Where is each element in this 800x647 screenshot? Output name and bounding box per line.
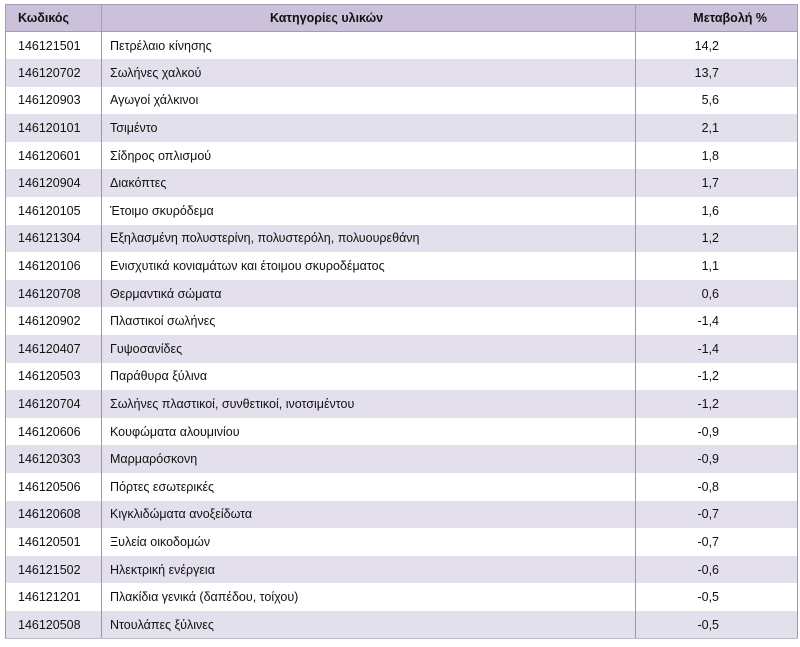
cell-change: 1,7 [636,169,798,197]
table-row [6,611,798,639]
cell-code: 146121304 [6,225,102,253]
cell-change: -0,9 [636,418,798,446]
cell-change: -1,4 [636,307,798,335]
table-row [6,225,798,253]
cell-code: 146120508 [6,611,102,639]
table-row [6,445,798,473]
cell-change: 14,2 [636,32,798,60]
cell-code: 146120601 [6,142,102,170]
table-body [6,32,798,639]
cell-code: 146120903 [6,87,102,115]
cell-change: 13,7 [636,59,798,87]
cell-change: -0,9 [636,445,798,473]
cell-category: Πλαστικοί σωλήνες [102,307,636,335]
table-row [6,390,798,418]
materials-change-table-container [5,4,797,639]
cell-code: 146120303 [6,445,102,473]
cell-category: Σίδηρος οπλισμού [102,142,636,170]
cell-change: -1,2 [636,390,798,418]
table-row [6,32,798,60]
cell-code: 146120106 [6,252,102,280]
cell-category: Αγωγοί χάλκινοι [102,87,636,115]
cell-code: 146121501 [6,32,102,60]
cell-category: Εξηλασμένη πολυστερίνη, πολυστερόλη, πολυουρεθάνη [102,225,636,253]
cell-category: Ηλεκτρική ενέργεια [102,556,636,584]
cell-category: Κουφώματα αλουμινίου [102,418,636,446]
cell-code: 146120506 [6,473,102,501]
table-row [6,307,798,335]
cell-category: Τσιμέντο [102,114,636,142]
cell-code: 146120708 [6,280,102,308]
cell-category: Σωλήνες χαλκού [102,59,636,87]
header-code: Κωδικός [6,5,102,32]
cell-category: Μαρμαρόσκονη [102,445,636,473]
cell-category: Πόρτες εσωτερικές [102,473,636,501]
table-row [6,363,798,391]
cell-change: 5,6 [636,87,798,115]
header-change: Μεταβολή % [636,5,798,32]
cell-category: Κιγκλιδώματα ανοξείδωτα [102,501,636,529]
table-row [6,280,798,308]
table-row [6,169,798,197]
cell-change: -1,2 [636,363,798,391]
table-row [6,87,798,115]
cell-code: 146121201 [6,583,102,611]
cell-category: Ντουλάπες ξύλινες [102,611,636,639]
cell-category: Πλακίδια γενικά (δαπέδου, τοίχου) [102,583,636,611]
table-header-row [6,5,798,32]
table-row [6,583,798,611]
cell-category: Παράθυρα ξύλινα [102,363,636,391]
cell-category: Θερμαντικά σώματα [102,280,636,308]
cell-code: 146120902 [6,307,102,335]
table-row [6,142,798,170]
cell-change: 1,6 [636,197,798,225]
cell-code: 146120904 [6,169,102,197]
cell-category: Σωλήνες πλαστικοί, συνθετικοί, ινοτσιμέντου [102,390,636,418]
cell-change: 0,6 [636,280,798,308]
cell-change: 1,1 [636,252,798,280]
table-row [6,473,798,501]
cell-code: 146120101 [6,114,102,142]
table-row [6,59,798,87]
cell-code: 146121502 [6,556,102,584]
table-row [6,252,798,280]
cell-change: -0,5 [636,611,798,639]
cell-change: -0,7 [636,528,798,556]
cell-change: 1,2 [636,225,798,253]
table-row [6,556,798,584]
cell-category: Ενισχυτικά κονιαμάτων και έτοιμου σκυροδέματος [102,252,636,280]
header-category: Κατηγορίες υλικών [102,5,636,32]
cell-change: -1,4 [636,335,798,363]
cell-code: 146120704 [6,390,102,418]
cell-category: Πετρέλαιο κίνησης [102,32,636,60]
table-row [6,501,798,529]
table-row [6,335,798,363]
table-row [6,528,798,556]
cell-change: -0,7 [636,501,798,529]
cell-code: 146120105 [6,197,102,225]
table-row [6,418,798,446]
cell-change: -0,5 [636,583,798,611]
cell-code: 146120501 [6,528,102,556]
cell-code: 146120606 [6,418,102,446]
table-row [6,114,798,142]
cell-code: 146120702 [6,59,102,87]
cell-change: 2,1 [636,114,798,142]
table-row [6,197,798,225]
cell-change: -0,8 [636,473,798,501]
cell-code: 146120608 [6,501,102,529]
cell-code: 146120407 [6,335,102,363]
cell-category: Διακόπτες [102,169,636,197]
cell-category: Έτοιμο σκυρόδεμα [102,197,636,225]
materials-change-table [5,4,798,639]
cell-category: Γυψοσανίδες [102,335,636,363]
cell-category: Ξυλεία οικοδομών [102,528,636,556]
cell-change: 1,8 [636,142,798,170]
cell-change: -0,6 [636,556,798,584]
cell-code: 146120503 [6,363,102,391]
